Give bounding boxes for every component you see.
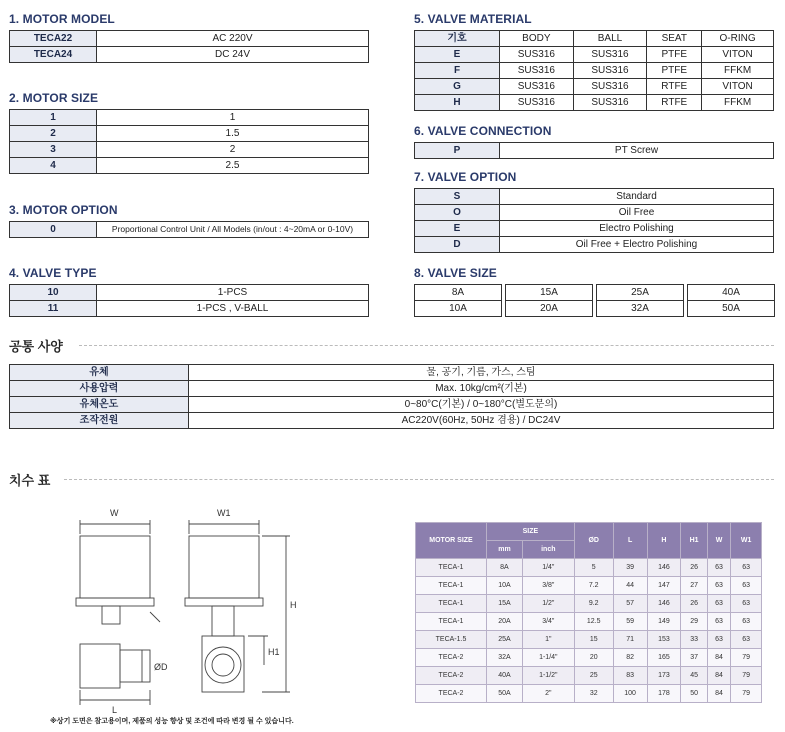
dimension-heading: 치수 표	[9, 470, 774, 489]
table-row: TECA-2 50A 2" 32 100 178 50 84 79	[416, 685, 762, 703]
cable-front	[150, 612, 160, 622]
motor-body-side	[189, 536, 259, 598]
table-row: TECA-2 32A 1-1/4" 20 82 165 37 84 79	[416, 649, 762, 667]
motor-size-title: 2. MOTOR SIZE	[9, 91, 99, 105]
common-spec-table	[9, 364, 774, 429]
valve-body-left	[80, 644, 120, 688]
valve-type-title: 4. VALVE TYPE	[9, 266, 97, 280]
valve-size-cell: 32A	[596, 300, 684, 317]
table-row: S Standard	[415, 189, 774, 205]
table-row: E SUS316 SUS316 PTFE VITON	[415, 47, 774, 63]
motor-body-front	[80, 536, 150, 598]
motor-size-table	[9, 109, 369, 174]
motor-model-table	[9, 30, 369, 63]
table-row: TECA-1 20A 3/4" 12.5 59 149 29 63 63	[416, 613, 762, 631]
table-row: TECA-1 15A 1/2" 9.2 57 146 26 63 63	[416, 595, 762, 613]
table-row: 조작전원 AC220V(60Hz, 50Hz 겸용) / DC24V	[10, 413, 774, 429]
table-row: 유체 물, 공기, 기름, 가스, 스팀	[10, 365, 774, 381]
table-row: TECA-1.5 25A 1" 15 71 153 33 63 63	[416, 631, 762, 649]
table-row: H SUS316 SUS316 RTFE FFKM	[415, 95, 774, 111]
table-header: mm inch	[416, 541, 762, 559]
valve-material-table	[414, 30, 774, 111]
stem-side	[212, 606, 234, 636]
valve-size-cell: 40A	[687, 284, 775, 301]
table-header: 기호 BODY BALL SEAT O-RING	[415, 31, 774, 47]
table-row: 사용압력 Max. 10kg/cm²(기본)	[10, 381, 774, 397]
table-row: 2 1.5	[10, 126, 369, 142]
stem-front	[102, 606, 120, 624]
valve-size-cell: 8A	[414, 284, 502, 301]
table-row: 1 1	[10, 110, 369, 126]
table-row: TECA-2 40A 1-1/2" 25 83 173 45 84 79	[416, 667, 762, 685]
valve-type-table	[9, 284, 369, 317]
motor-flange-front	[76, 598, 154, 606]
label-w: W	[110, 508, 119, 518]
table-row: 4 2.5	[10, 158, 369, 174]
label-w1: W1	[217, 508, 231, 518]
valve-size-cell: 15A	[505, 284, 593, 301]
table-row: TECA-1 10A 3/8" 7.2 44 147 27 63 63	[416, 577, 762, 595]
table-row: TECA22 AC 220V	[10, 31, 369, 47]
table-row: TECA24 DC 24V	[10, 47, 369, 63]
valve-option-title: 7. VALVE OPTION	[414, 170, 517, 184]
table-row: P PT Screw	[415, 143, 774, 159]
valve-material-title: 5. VALVE MATERIAL	[414, 12, 532, 26]
motor-option-title: 3. MOTOR OPTION	[9, 203, 118, 217]
label-h: H	[290, 600, 297, 610]
valve-port-outer	[205, 647, 241, 683]
table-row: 유체온도 0~80°C(기본) / 0~180°C(별도문의)	[10, 397, 774, 413]
valve-dimension-drawing	[62, 500, 302, 715]
dimension-table	[415, 522, 762, 703]
valve-size-cell: 25A	[596, 284, 684, 301]
dimension-table-body	[416, 559, 762, 703]
valve-size-cell: 50A	[687, 300, 775, 317]
table-row: 11 1-PCS , V-BALL	[10, 301, 369, 317]
valve-body-right	[120, 650, 150, 682]
divider	[79, 345, 774, 346]
label-l: L	[112, 705, 118, 715]
table-row: F SUS316 SUS316 PTFE FFKM	[415, 63, 774, 79]
valve-size-cell: 20A	[505, 300, 593, 317]
table-row: O Oil Free	[415, 205, 774, 221]
motor-flange-side	[185, 598, 263, 606]
table-row: G SUS316 SUS316 RTFE VITON	[415, 79, 774, 95]
valve-connection-table	[414, 142, 774, 159]
valve-size-title: 8. VALVE SIZE	[414, 266, 497, 280]
table-header: MOTOR SIZE SIZE ØD L H H1 W W1	[416, 523, 762, 541]
divider	[64, 479, 774, 480]
table-row: TECA-1 8A 1/4" 5 39 146 26 63 63	[416, 559, 762, 577]
table-row: D Oil Free + Electro Polishing	[415, 237, 774, 253]
label-h1: H1	[268, 647, 280, 657]
valve-body-side	[202, 636, 244, 692]
valve-size-cell: 10A	[414, 300, 502, 317]
footnote: ※상기 도면은 참고용이며, 제품의 성능 향상 및 조건에 따라 변경 될 수 있습니다.	[50, 718, 294, 725]
common-spec-heading: 공통 사양	[9, 336, 774, 355]
table-row: E Electro Polishing	[415, 221, 774, 237]
label-d: ØD	[154, 662, 168, 672]
valve-connection-title: 6. VALVE CONNECTION	[414, 124, 552, 138]
motor-model-title: 1. MOTOR MODEL	[9, 12, 115, 26]
table-row: 3 2	[10, 142, 369, 158]
table-row: 10 1-PCS	[10, 285, 369, 301]
valve-port-inner	[212, 654, 234, 676]
motor-option-table	[9, 221, 369, 238]
valve-option-table	[414, 188, 774, 253]
table-row: 0 Proportional Control Unit / All Models (in/out : 4~20mA or 0-10V)	[10, 222, 369, 238]
